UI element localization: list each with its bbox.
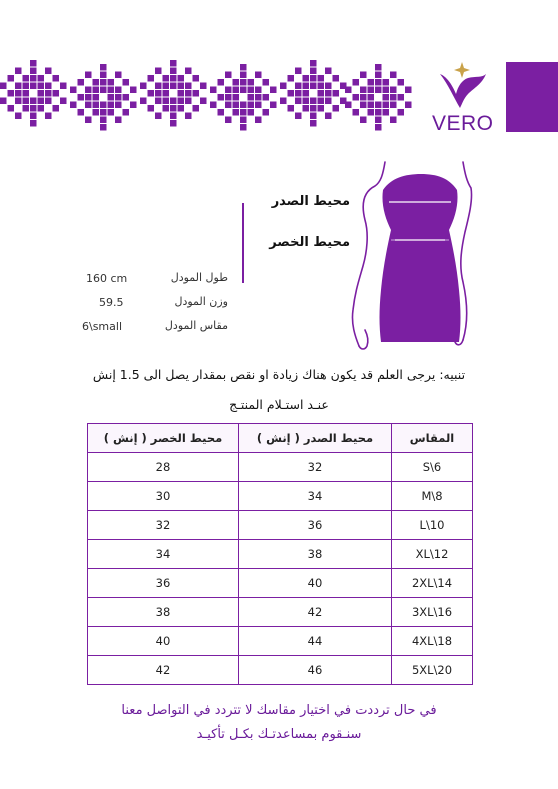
model-height-label: طول المودل [170,271,228,284]
brand-color-block [506,62,558,132]
cell-chest: 42 [239,598,392,627]
brand-name: VERO [432,112,494,135]
chest-measure-label: محيط الصدر [271,194,350,209]
cell-chest: 38 [239,540,392,569]
table-row [88,569,473,598]
cell-waist: 36 [88,569,239,598]
cell-size: M\8 [392,482,473,511]
logo-mark-icon [432,60,492,110]
cell-chest: 46 [239,656,392,685]
table-row [88,511,473,540]
header-size: المقاس [392,424,473,453]
cell-waist: 28 [88,453,239,482]
cell-size: 5XL\20 [392,656,473,685]
footer-line-2: سنـقوم بمساعدتـك بكـل تأكيـد [196,727,362,742]
table-row [88,482,473,511]
table-row [88,627,473,656]
cell-size: L\10 [392,511,473,540]
cell-waist: 42 [88,656,239,685]
cell-size: S\6 [392,453,473,482]
waist-measure-label: محيط الخصر [269,235,350,250]
cell-chest: 32 [239,453,392,482]
header-chest: محيط الصدر ( إنش ) [239,424,392,453]
cell-chest: 40 [239,569,392,598]
header-waist: محيط الخصر ( إنش ) [88,424,239,453]
cell-waist: 40 [88,627,239,656]
cell-waist: 34 [88,540,239,569]
brand-logo [432,60,492,135]
table-row [88,598,473,627]
cell-chest: 36 [239,511,392,540]
cell-size: 2XL\14 [392,569,473,598]
table-header-row [88,424,473,453]
model-weight-value: 59.5 [99,296,124,309]
model-size-value: 6\small [82,320,123,333]
label-divider [242,203,244,283]
cell-waist: 38 [88,598,239,627]
notice-line-1: تنبيه: يرجى العلم قد يكون هناك زيادة او نقص بمقدار يصل الى 1.5 إنش [92,367,466,382]
cell-size: XL\12 [392,540,473,569]
table-row [88,540,473,569]
model-weight-label: وزن المودل [174,295,228,308]
cell-size: 3XL\16 [392,598,473,627]
cell-waist: 30 [88,482,239,511]
notice-line-2: عنـد استـلام المنتـج [229,397,329,412]
model-size-label: مقاس المودل [164,319,228,332]
model-height-value: 160 cm [86,272,128,285]
footer-line-1: في حال ترددت في اختيار مقاسك لا تتردد في التواصل معنا [121,703,437,718]
cell-chest: 44 [239,627,392,656]
cell-chest: 34 [239,482,392,511]
table-row [88,453,473,482]
table-row [88,656,473,685]
cell-size: 4XL\18 [392,627,473,656]
dress-illustration [345,160,475,352]
size-chart-table [87,423,473,685]
decorative-pattern [0,58,412,134]
cell-waist: 32 [88,511,239,540]
